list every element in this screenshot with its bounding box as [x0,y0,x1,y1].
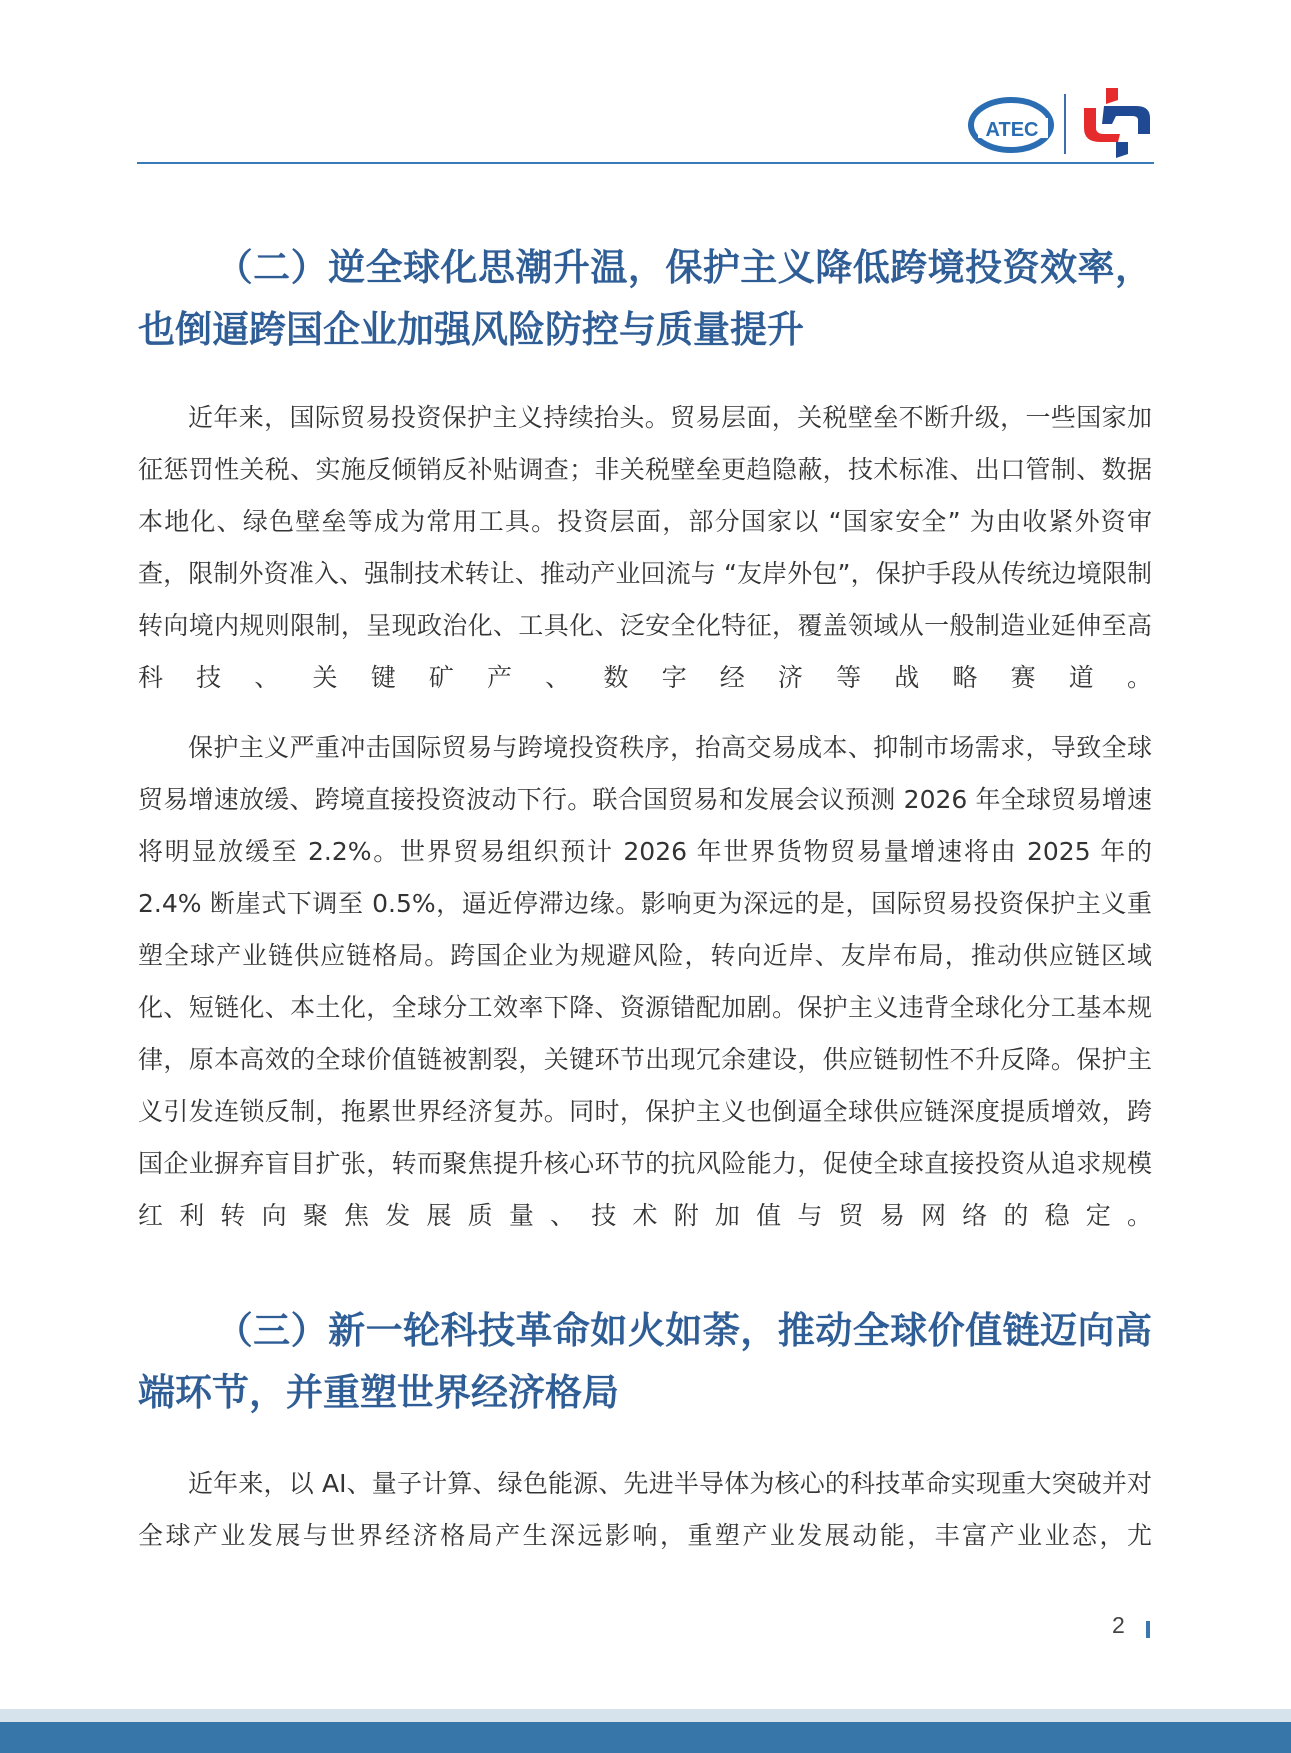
page-number-bar [1146,1621,1150,1638]
footer-band [0,1722,1291,1753]
page-number: 2 [1112,1612,1125,1638]
emblem-logo [1082,88,1152,158]
body-paragraph: 近年来，国际贸易投资保护主义持续抬头。贸易层面，关税壁垒不断升级，一些国家加征惩罚性关税、实施反倾销反补贴调查；非关税壁垒更趋隐蔽，技术标准、出口管制、数据本地化、绿色壁垒等成为常用工具。投资层面，部分国家以 “国家安全” 为由收紧外资审查，限制外资准入、强制技术转让、推动产业回流与 “友岸外包”，保护手段从传统边境限制转向境内规则限制，呈现政治化、工具化、泛安全化特征，覆盖领域从一般制造业延伸至高科技、关键矿产、数字经济等战略赛道。 [138,403,1152,692]
header-rule [137,162,1154,164]
footer-band-light [0,1709,1291,1722]
svg-text:ATEC: ATEC [985,119,1039,141]
section-heading: （三）新一轮科技革命如火如荼，推动全球价值链迈向高端环节，并重塑世界经济格局 [138,1309,1152,1414]
body-paragraph: 近年来，以 AI、量子计算、绿色能源、先进半导体为核心的科技革命实现重大突破并对全球产业发展与世界经济格局产生深远影响，重塑产业发展动能，丰富产业业态，尤 [138,1469,1152,1550]
atec-logo [968,96,1054,154]
section-heading: （二）逆全球化思潮升温，保护主义降低跨境投资效率，也倒逼跨国企业加强风险防控与质量提升 [138,246,1152,351]
body-paragraph: 保护主义严重冲击国际贸易与跨境投资秩序，抬高交易成本、抑制市场需求，导致全球贸易增速放缓、跨境直接投资波动下行。联合国贸易和发展会议预测 2026 年全球贸易增速将明显放缓至 2.2%。世界贸易组织预计 2026 年世界货物贸易量增速将由 2025 年的 2.4% 断崖式下调至 0.5%，逼近停滞边缘。影响更为深远的是，国际贸易投资保护主义重塑全球产业链供应链格局。跨国企业为规避风险，转向近岸、友岸布局，推动供应链区域化、短链化、本土化，全球分工效率下降、资源错配加剧。保护主义违背全球化分工基本规律，原本高效的全球价值链被割裂，关键环节出现冗余建设，供应链韧性不升反降。保护主义引发连锁反制，拖累世界经济复苏。同时，保护主义也倒逼全球供应链深度提质增效，跨国企业摒弃盲目扩张，转而聚焦提升核心环节的抗风险能力，促使全球直接投资从追求规模红利转向聚焦发展质量、技术附加值与贸易网络的稳定。 [138,733,1152,1230]
logo-divider [1064,94,1066,154]
